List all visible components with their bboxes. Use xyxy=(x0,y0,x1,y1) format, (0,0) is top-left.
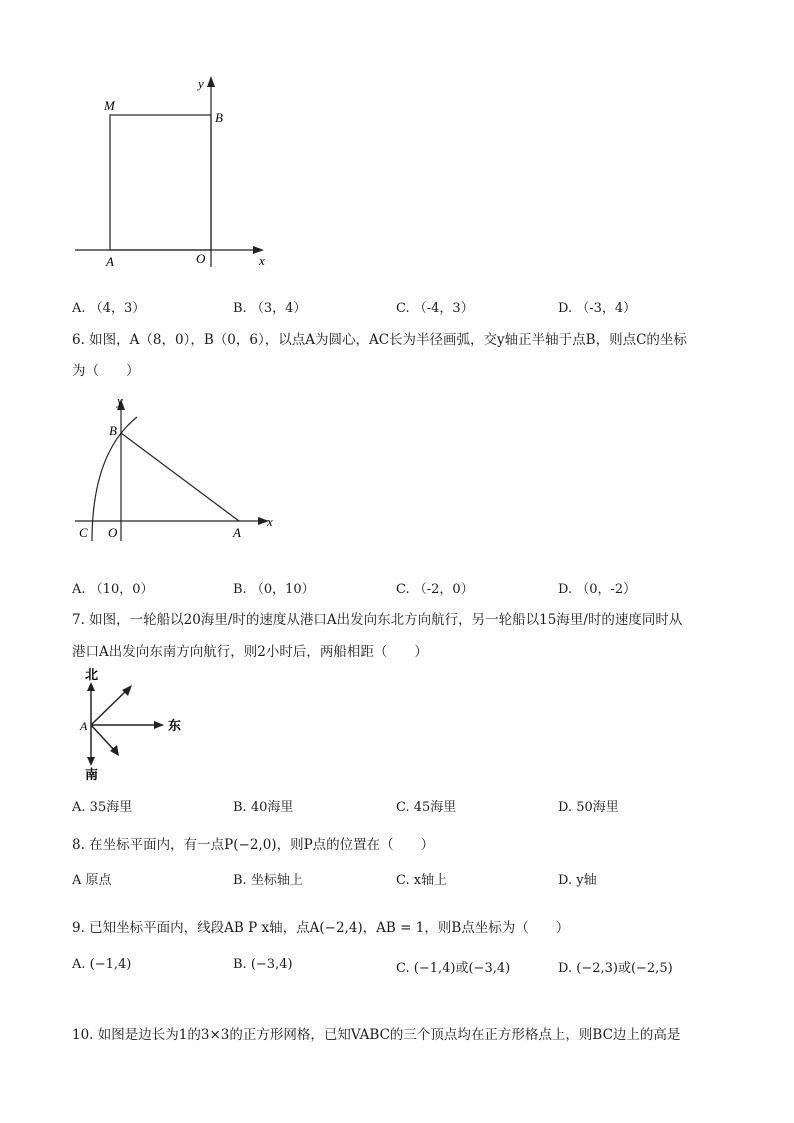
q6-option-a[interactable]: A. （10，0） xyxy=(72,582,154,597)
q5-option-d[interactable]: D. （-3，4） xyxy=(558,301,637,316)
label-a: A xyxy=(106,254,114,269)
q7-option-b[interactable]: B. 40海里 xyxy=(233,800,294,815)
q9-option-d[interactable]: D. (−2,3)或(−2,5) xyxy=(558,961,673,976)
east-arrowhead xyxy=(154,721,164,729)
label-a: A xyxy=(80,719,88,733)
label-y: y xyxy=(117,393,123,408)
q9-option-c[interactable]: C. (−1,4)或(−3,4) xyxy=(396,961,511,976)
q6-option-d[interactable]: D. （0，-2） xyxy=(558,582,637,597)
label-y: y xyxy=(198,76,204,91)
q8-option-c[interactable]: C. x轴上 xyxy=(396,873,448,888)
q5-option-b[interactable]: B. （3，4） xyxy=(233,301,307,316)
q9-text-line1: 9. 已知坐标平面内，线段AB P x轴，点A(−2,4)，AB = 1，则B点坐标为（ ） xyxy=(72,920,570,936)
q7-option-a[interactable]: A. 35海里 xyxy=(72,800,133,815)
q8-text-line1: 8. 在坐标平面内，有一点P(−2,0)，则P点的位置在（ ） xyxy=(72,837,435,853)
figure-q7-diagram xyxy=(72,664,197,784)
q6-option-b[interactable]: B. （0，10） xyxy=(233,582,315,597)
label-m: M xyxy=(104,98,115,113)
label-c: C xyxy=(79,525,88,540)
rectangle-amob xyxy=(110,115,211,250)
q9-option-b[interactable]: B. (−3,4) xyxy=(233,957,293,972)
label-x: x xyxy=(267,514,273,529)
q6-text-line1: 6. 如图，A（8，0），B（0，6），以点A为圆心，AC长为半径画弧，交y轴正半轴于点B，则点C的坐标 xyxy=(72,332,687,348)
q6-option-c[interactable]: C. （-2，0） xyxy=(396,582,474,597)
label-south: 南 xyxy=(85,767,99,782)
label-o: O xyxy=(196,251,206,266)
q5-option-c[interactable]: C. （-4，3） xyxy=(396,301,474,316)
q5-option-a[interactable]: A. （4，3） xyxy=(72,301,146,316)
southeast-arrow xyxy=(91,725,115,751)
south-arrowhead xyxy=(87,757,95,766)
y-axis-arrow xyxy=(207,76,215,87)
q8-option-d[interactable]: D. y轴 xyxy=(558,873,597,888)
q7-option-c[interactable]: C. 45海里 xyxy=(396,800,457,815)
q6-text-line2: 为（ ） xyxy=(72,363,140,379)
figure-q6-diagram xyxy=(70,393,285,548)
q7-option-d[interactable]: D. 50海里 xyxy=(558,800,619,815)
q7-text-line2: 港口A出发向东南方向航行，则2小时后，两船相距（ ） xyxy=(72,644,428,660)
q7-text-line1: 7. 如图，一轮船以20海里/时的速度从港口A出发向东北方向航行，另一轮船以15海里/时的速度同时从 xyxy=(72,612,683,628)
q8-option-b[interactable]: B. 坐标轴上 xyxy=(233,873,303,888)
label-o: O xyxy=(108,525,118,540)
north-arrowhead xyxy=(87,682,95,691)
label-east: 东 xyxy=(168,718,182,733)
q10-text-line1: 10. 如图是边长为1的3×3的正方形网格，已知VABC的三个顶点均在正方形格点上，则BC边上的高是 xyxy=(72,1027,681,1043)
q9-option-a[interactable]: A. (−1,4) xyxy=(72,957,132,972)
q8-option-a[interactable]: A 原点 xyxy=(72,873,112,888)
label-b: B xyxy=(215,110,223,125)
label-x: x xyxy=(259,253,265,268)
northeast-arrow xyxy=(91,689,128,725)
label-north: 北 xyxy=(85,667,99,682)
segment-ab xyxy=(121,433,239,521)
label-b: B xyxy=(109,423,117,438)
figure-q5-diagram xyxy=(70,72,280,272)
label-a: A xyxy=(233,525,241,540)
